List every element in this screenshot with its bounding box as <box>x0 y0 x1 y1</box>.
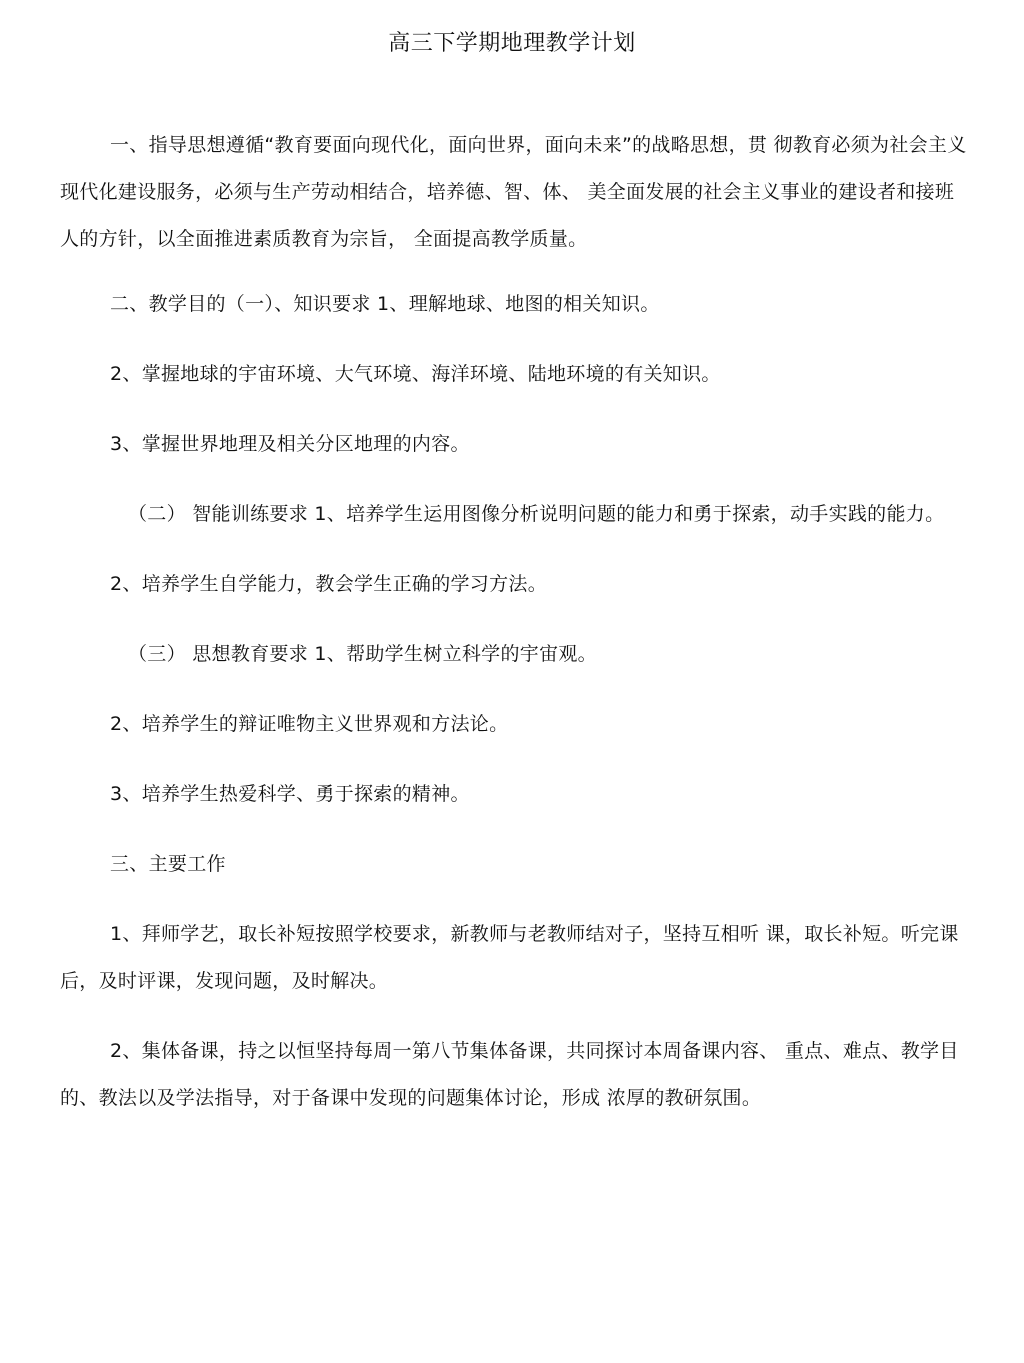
paragraph-work-1: 1、拜师学艺，取长补短按照学校要求，新教师与老教师结对子，坚持互相听 课，取长补短。听完课后，及时评课，发现问题，及时解决。 <box>60 923 959 992</box>
paragraph-work-2: 2、集体备课，持之以恒坚持每周一第八节集体备课，共同探讨本周备课内容、 重点、难点、教学目的、教法以及学法指导，对于备课中发现的问题集体讨论，形成 浓厚的教研氛围。 <box>60 1040 959 1109</box>
paragraph-moral-education: （三） 思想教育要求 1、帮助学生树立科学的宇宙观。 <box>128 643 597 665</box>
paragraph-skill-training: （二） 智能训练要求 1、培养学生运用图像分析说明问题的能力和勇于探索，动手实践的能力。 <box>128 503 945 525</box>
document-title: 高三下学期地理教学计划 <box>388 31 636 56</box>
paragraph-teaching-goals: 二、教学目的（一）、知识要求 1、理解地球、地图的相关知识。 <box>110 293 660 315</box>
paragraph-guiding-ideology: 一、指导思想遵循“教育要面向现代化，面向世界，面向未来”的战略思想，贯 彻教育必须为社会主义现代化建设服务，必须与生产劳动相结合，培养德、智、体、 美全面发展的社会主义事业的建设者和接班人的方针，以全面推进素质教育为宗旨， 全面提高教学质量。 <box>60 134 967 250</box>
paragraph-moral-2: 2、培养学生的辩证唯物主义世界观和方法论。 <box>110 713 509 735</box>
paragraph-skill-2: 2、培养学生自学能力，教会学生正确的学习方法。 <box>110 573 547 595</box>
paragraph-main-work-heading: 三、主要工作 <box>110 853 226 875</box>
paragraph-knowledge-3: 3、掌握世界地理及相关分区地理的内容。 <box>110 433 470 455</box>
paragraph-moral-3: 3、培养学生热爱科学、勇于探索的精神。 <box>110 783 470 805</box>
document-body <box>60 122 970 1122</box>
paragraph-knowledge-2: 2、掌握地球的宇宙环境、大气环境、海洋环境、陆地环境的有关知识。 <box>110 363 721 385</box>
